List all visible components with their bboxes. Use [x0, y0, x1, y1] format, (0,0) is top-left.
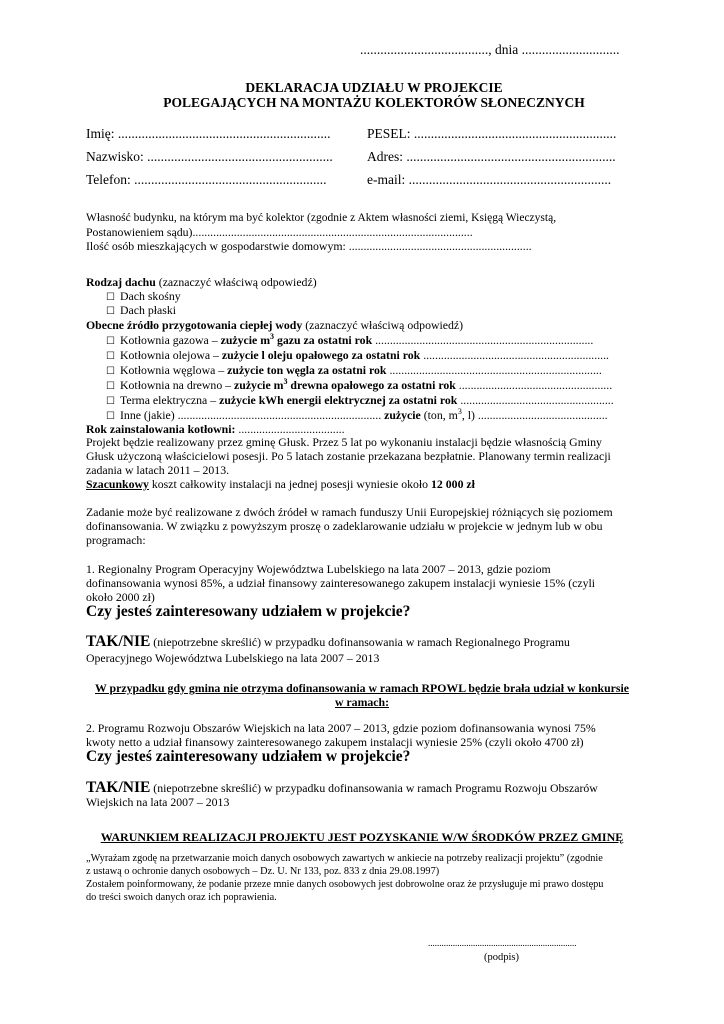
- pesel-field[interactable]: PESEL: ............................................................: [367, 126, 617, 141]
- project-text-line3: zadania w latach 2011 – 2013.: [86, 463, 230, 477]
- project-text-line2: Głusk użyczoną właścicielowi posesji. Po 5 latach zostanie przekazana bezpłatnie. Planowany termin realizacji: [86, 449, 611, 463]
- roof-option-sloped[interactable]: ☐ Dach skośny: [106, 289, 181, 303]
- heating-option-other[interactable]: ☐ Inne (jakie) ..................................................................... zużycie (ton, $m^3$, l) ............................................: [106, 407, 608, 422]
- funding-text-line1: Zadanie może być realizowane z dwóch źródeł w ramach funduszy Unii Europejskiej różniących się poziomem: [86, 505, 613, 519]
- household-size-line[interactable]: Ilość osób mieszkających w gospodarstwie domowym: ..............................................................: [86, 239, 532, 253]
- program2-answer-line2: Wiejskich na lata 2007 – 2013: [86, 795, 230, 809]
- ownership-line1: Własność budynku, na którym ma być kolektor (zgodnie z Aktem własności ziemi, Księgą Wieczystą,: [86, 212, 557, 224]
- program2-question: Czy jesteś zainteresowany udziałem w projekcie?: [86, 748, 411, 765]
- roof-type-label: Rodzaj dachu (zaznaczyć właściwą odpowiedź): [86, 275, 317, 289]
- phone-field[interactable]: Telefon: .........................................................: [86, 172, 327, 187]
- address-field[interactable]: Adres: ..............................................................: [367, 149, 616, 164]
- program2-line2: kwoty netto a udział finansowy zainteresowanego zakupem instalacji wyniesie 25% (czyli około 4700 zł): [86, 735, 584, 749]
- program2-answer-line1[interactable]: TAK/NIE (niepotrzebne skreślić) w przypadku dofinansowania w ramach Programu Rozwoju Obszarów: [86, 779, 598, 796]
- roof-option-flat[interactable]: ☐ Dach płaski: [106, 303, 177, 317]
- email-field[interactable]: e-mail: ............................................................: [367, 172, 612, 187]
- notice-line2: w ramach:: [334, 695, 390, 709]
- checkbox-icon[interactable]: ☐: [106, 336, 115, 347]
- heating-option-electric[interactable]: ☐ Terma elektryczna – zużycie kWh energii elektrycznej za ostatni rok ....................................................: [106, 393, 614, 407]
- heating-option-oil[interactable]: ☐ Kotłownia olejowa – zużycie l oleju opałowego za ostatni rok ...............................................................: [106, 348, 609, 362]
- signature-label: (podpis): [484, 952, 519, 963]
- cost-estimate-line: Szacunkowy koszt całkowity instalacji na jednej posesji wyniesie około 12 000 zł: [86, 477, 475, 491]
- surname-field[interactable]: Nazwisko: .......................................................: [86, 149, 333, 164]
- consent-line4: do treści swoich danych oraz ich poprawienia.: [86, 892, 277, 903]
- date-line: ......................................, dnia .............................: [360, 42, 620, 57]
- consent-line2: z ustawą o ochronie danych osobowych – Dz. U. Nr 133, poz. 833 z dnia 29.08.1997): [86, 866, 440, 877]
- program1-answer-line2: Operacyjnego Województwa Lubelskiego na lata 2007 – 2013: [86, 651, 380, 665]
- consent-line1: „Wyrażam zgodę na przetwarzanie moich danych osobowych zawartych w ankiecie na potrzeby realizacji projektu” (zgodnie: [86, 853, 603, 864]
- checkbox-icon[interactable]: ☐: [106, 381, 115, 392]
- consent-line3: Zostałem poinformowany, że podanie przeze mnie danych osobowych jest dobrowolne oraz że przysługuje mi prawo dostępu: [86, 879, 604, 890]
- program1-line1: 1. Regionalny Program Operacyjny Województwa Lubelskiego na lata 2007 – 2013, gdzie poziom: [86, 562, 551, 576]
- checkbox-icon[interactable]: ☐: [106, 351, 115, 362]
- heating-option-gas[interactable]: ☐ Kotłownia gazowa – zużycie $m^3$ gazu za ostatni rok ..........................................................................: [106, 332, 594, 347]
- program1-question: Czy jesteś zainteresowany udziałem w projekcie?: [86, 603, 411, 620]
- project-text-line1: Projekt będzie realizowany przez gminę Głusk. Przez 5 lat po wykonaniu instalacji będzie własnością Gminy: [86, 435, 602, 449]
- program1-line3: około 2000 zł): [86, 590, 155, 604]
- document-title-line1: DEKLARACJA UDZIAŁU W PROJEKCIE: [245, 80, 503, 95]
- heating-source-label: Obecne źródło przygotowania ciepłej wody (zaznaczyć właściwą odpowiedź): [86, 318, 464, 332]
- signature-line[interactable]: ..................................................................: [428, 938, 577, 948]
- ownership-line2[interactable]: Postanowieniem sądu)...............................................................................................: [86, 225, 473, 239]
- program1-line2: dofinansowania wynosi 85%, a udział finansowy zainteresowanego zakupem instalacji wyniesie 15% (czyli: [86, 576, 596, 590]
- program2-line1: 2. Programu Rozwoju Obszarów Wiejskich na lata 2007 – 2013, gdzie poziom dofinansowania wynosi 75%: [86, 721, 596, 735]
- funding-text-line3: programach:: [86, 533, 146, 547]
- checkbox-icon[interactable]: ☐: [106, 411, 115, 422]
- heating-option-wood[interactable]: ☐ Kotłownia na drewno – zużycie $m^3$ drewna opałowego za ostatni rok ....................................................: [106, 377, 613, 392]
- checkbox-icon[interactable]: ☐: [106, 292, 115, 303]
- name-field[interactable]: Imię: ...............................................................: [86, 126, 331, 141]
- install-year-line[interactable]: Rok zainstalowania kotłowni: ....................................: [86, 422, 345, 436]
- funding-text-line2: dofinansowania. W związku z powyższym proszę o zadeklarowanie udziału w projekcie w jednym lub w obu: [86, 519, 603, 533]
- heating-option-coal[interactable]: ☐ Kotłownia węglowa – zużycie ton węgla za ostatni rok ........................................................................: [106, 363, 602, 377]
- notice-line1: W przypadku gdy gmina nie otrzyma dofinansowania w ramach RPOWL będzie brała udział w konkursie: [95, 681, 629, 695]
- program1-answer-line1[interactable]: TAK/NIE (niepotrzebne skreślić) w przypadku dofinansowania w ramach Regionalnego Programu: [86, 633, 570, 650]
- document-title-line2: POLEGAJĄCYCH NA MONTAŻU KOLEKTORÓW SŁONECZNYCH: [163, 95, 585, 110]
- checkbox-icon[interactable]: ☐: [106, 396, 115, 407]
- checkbox-icon[interactable]: ☐: [106, 306, 115, 317]
- checkbox-icon[interactable]: ☐: [106, 366, 115, 377]
- condition-heading: WARUNKIEM REALIZACJI PROJEKTU JEST POZYSKANIE W/W ŚRODKÓW PRZEZ GMINĘ: [100, 830, 624, 844]
